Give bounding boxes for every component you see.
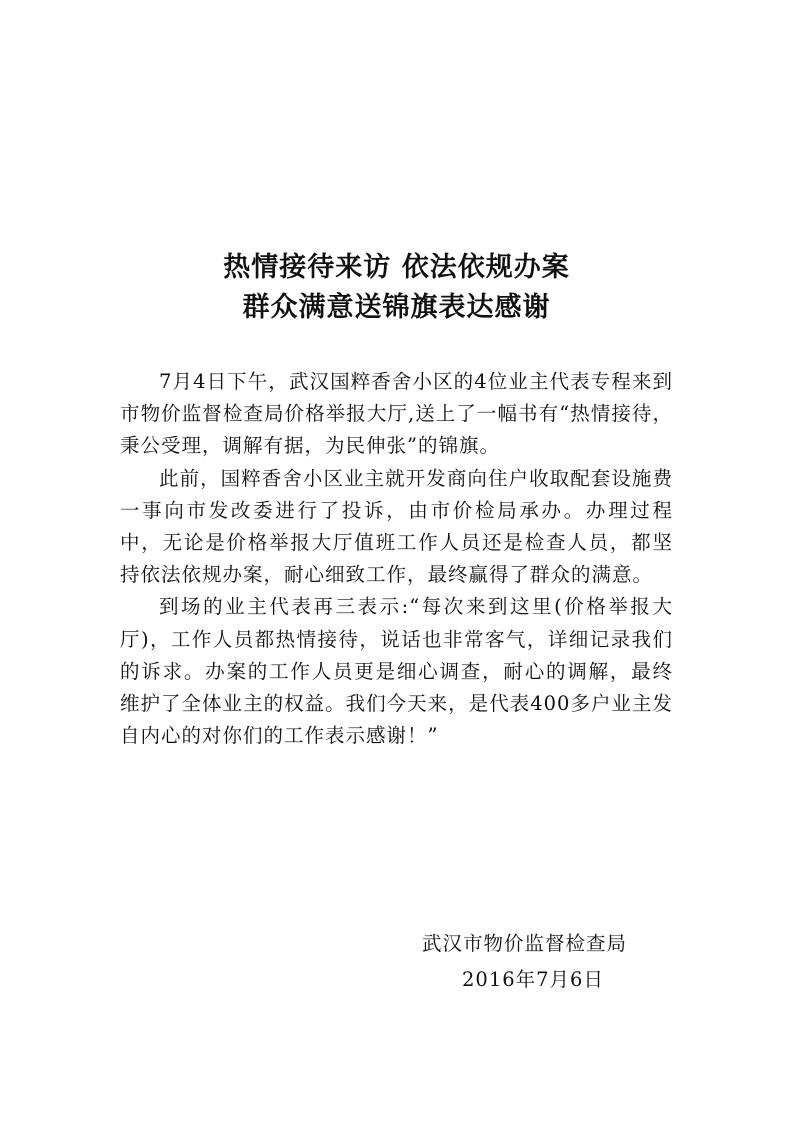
signature-block <box>400 926 650 998</box>
signature-date: 2016年7月6日 <box>462 968 604 991</box>
document-body <box>120 366 673 752</box>
paragraph-2: 此前，国粹香舍小区业主就开发商向住户收取配套设施费一事向市发改委进行了投诉，由市价检局承办。办理过程中，无论是价格举报大厅值班工作人员还是检查人员，都坚持依法依规办案，耐心细致工作，最终赢得了群众的满意。 <box>120 466 673 587</box>
paragraph-3: 到场的业主代表再三表示:“每次来到这里(价格举报大厅)，工作人员都热情接待，说话也非常客气，详细记录我们的诉求。办案的工作人员更是细心调查，耐心的调解，最终维护了全体业主的权益。我们今天来，是代表400多户业主发自内心的对你们的工作表示感谢！” <box>120 595 673 748</box>
paragraph-1: 7月4日下午，武汉国粹香舍小区的4位业主代表专程来到市物价监督检查局价格举报大厅,送上了一幅书有“热情接待，秉公受理，调解有据，为民伸张”的锦旗。 <box>120 370 673 458</box>
title-line-2: 群众满意送锦旗表达感谢 <box>242 292 551 323</box>
signature-organization: 武汉市物价监督检查局 <box>422 932 628 955</box>
title-line-1: 热情接待来访 依法依规办案 <box>223 252 570 283</box>
document-title <box>0 248 793 328</box>
